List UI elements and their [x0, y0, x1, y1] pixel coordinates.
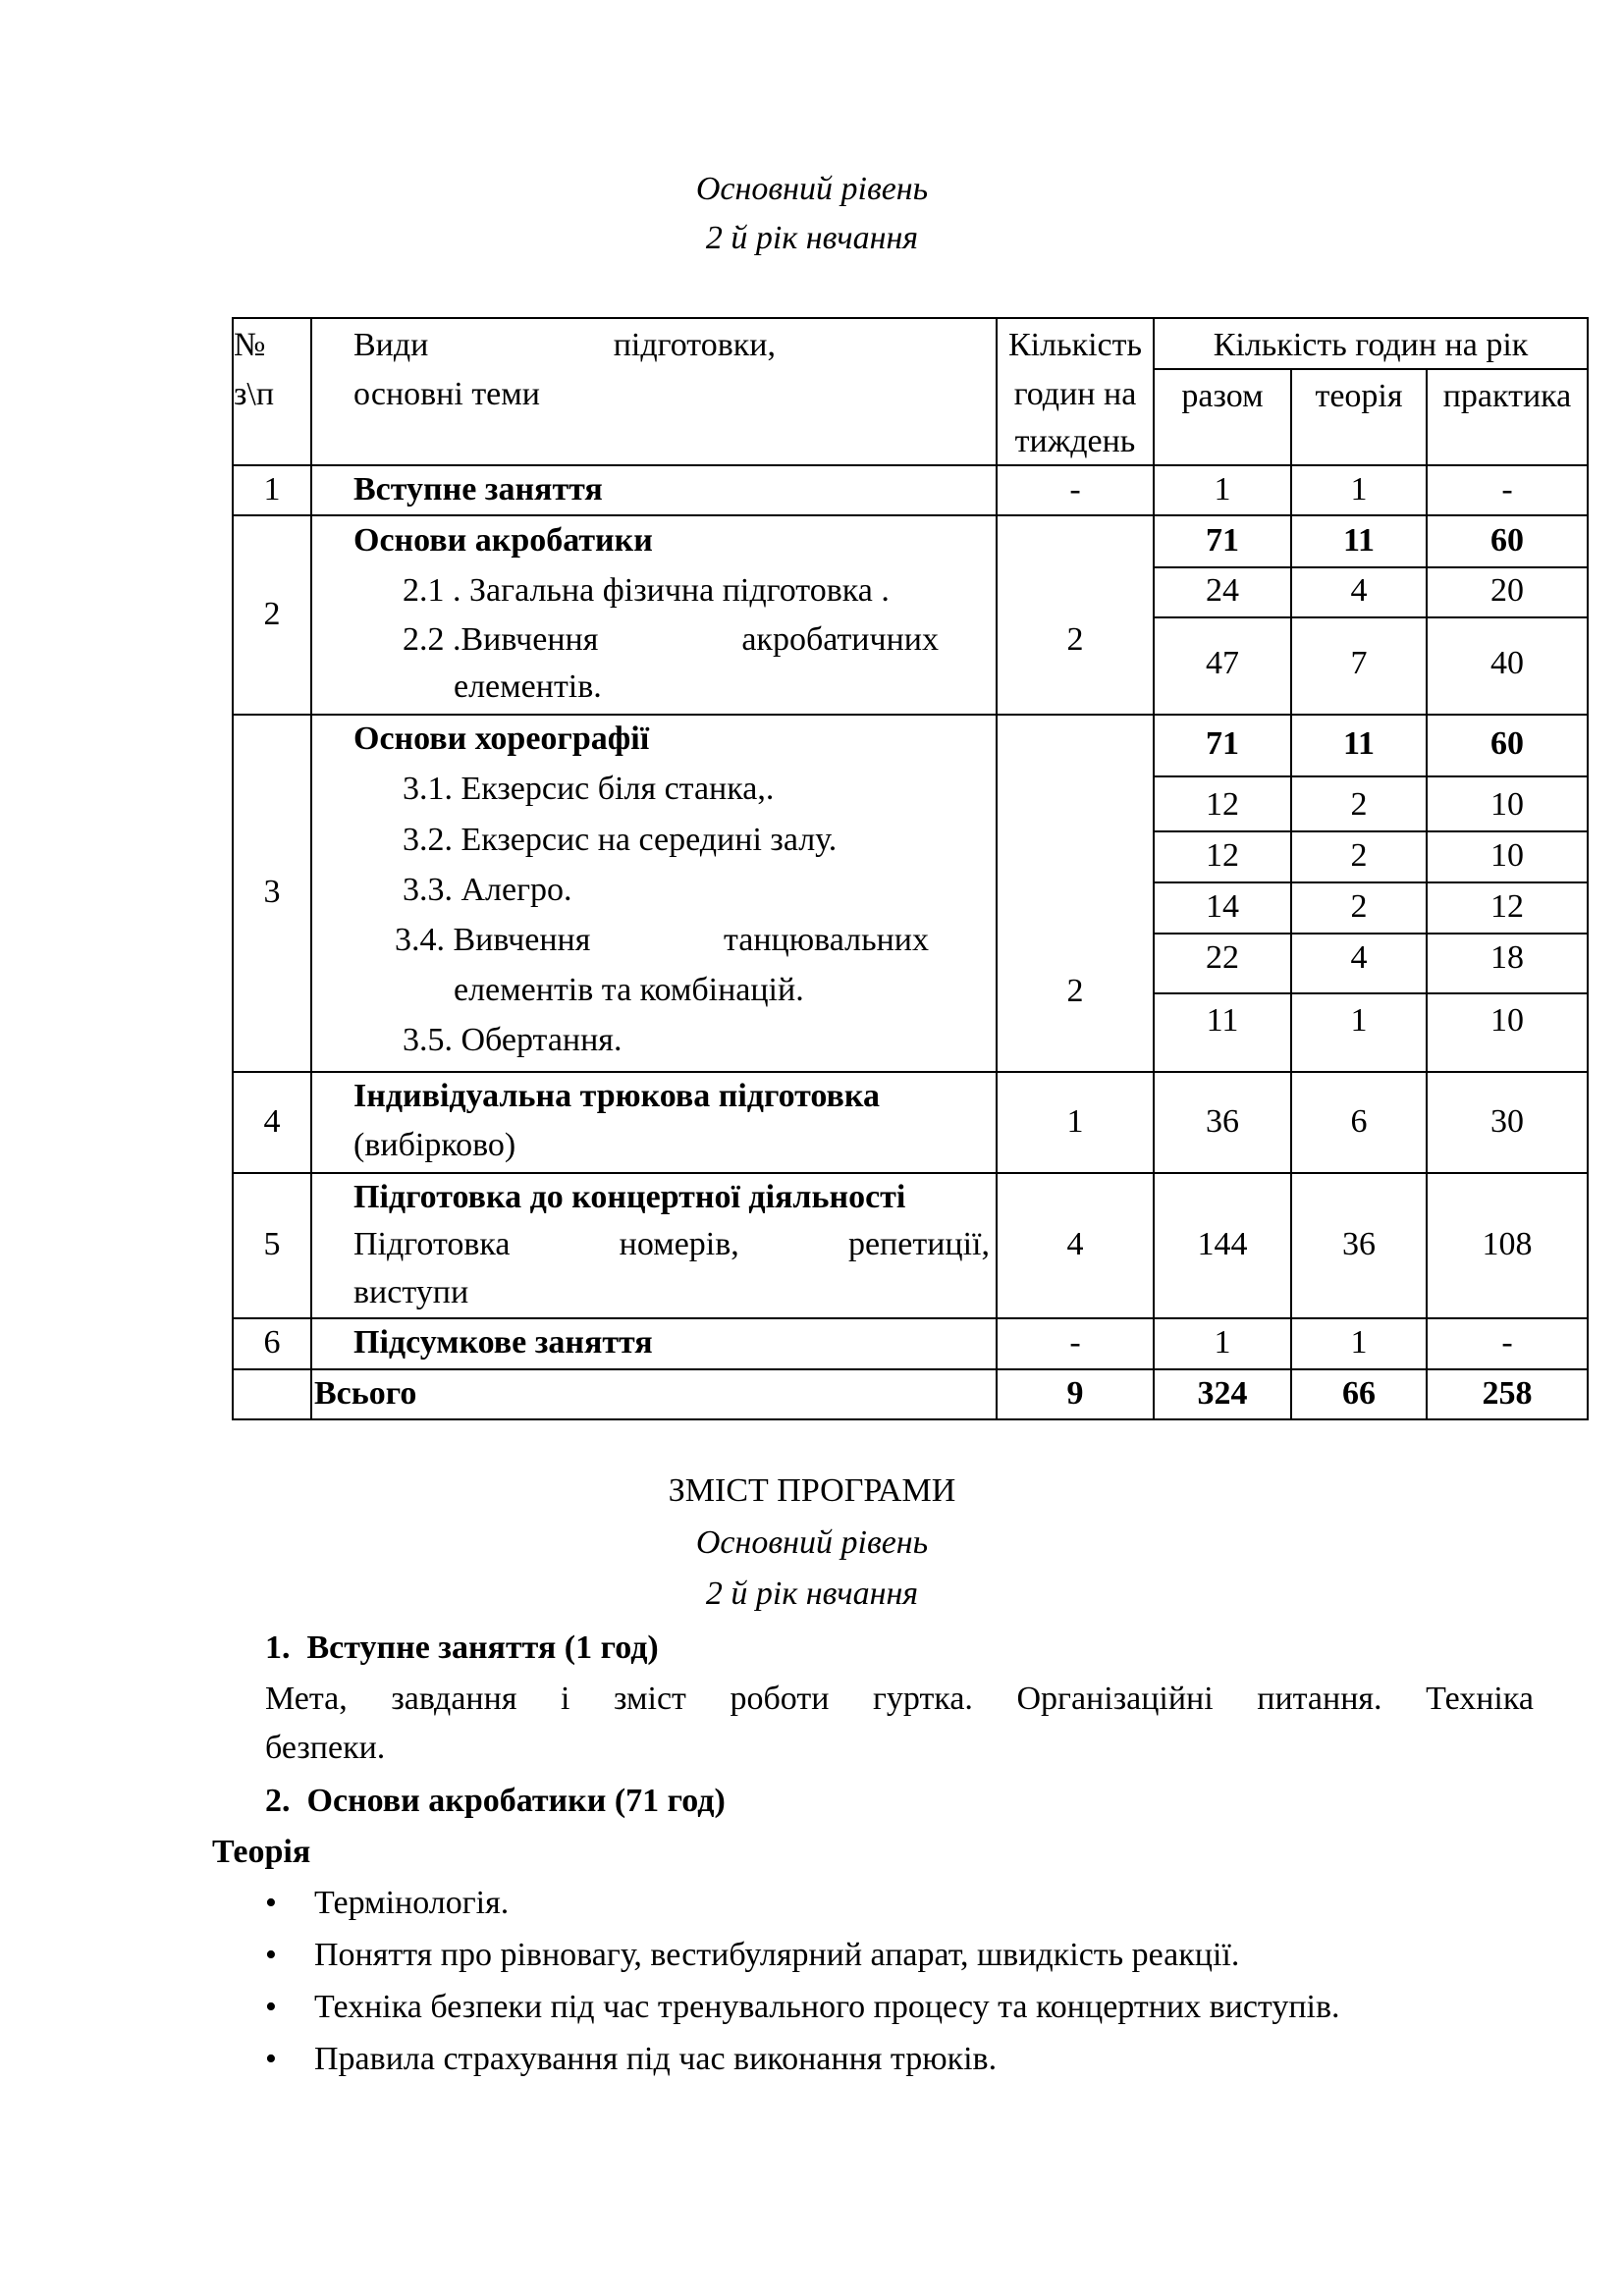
header-theory: теорія	[1315, 378, 1403, 414]
row1-theory: 1	[1350, 471, 1368, 507]
row1-week: -	[1069, 471, 1081, 507]
row1-total: 1	[1214, 471, 1231, 507]
row3-sub5-theory: 1	[1350, 1002, 1368, 1039]
content-year: 2 й рік нвчання	[705, 1575, 919, 1612]
bullet-icon: •	[265, 2041, 277, 2077]
bullet-icon: •	[265, 1937, 277, 1973]
header-per-week: Кількість	[1007, 327, 1143, 363]
row3-sub1-practice: 10	[1490, 786, 1524, 823]
row2-practice: 60	[1490, 522, 1524, 559]
row4-num: 4	[263, 1103, 281, 1140]
row6-week: -	[1069, 1324, 1081, 1361]
row2-total: 71	[1206, 522, 1239, 559]
row4-week: 1	[1066, 1103, 1084, 1140]
header-per-week-2: годин на	[1013, 376, 1137, 412]
row5-theory: 36	[1342, 1226, 1376, 1262]
row5-desc: Підготовка номерів, репетиції,	[353, 1226, 990, 1262]
row3-sub4-total: 22	[1206, 939, 1239, 976]
header-practice: практика	[1442, 378, 1572, 414]
sum-total: 324	[1197, 1375, 1248, 1412]
row3-sub5-practice: 10	[1490, 1002, 1524, 1039]
row4-total: 36	[1206, 1103, 1239, 1140]
row2-sub1-practice: 20	[1490, 572, 1524, 609]
row2-sub1-label: 2.1 . Загальна фізична підготовка .	[403, 572, 890, 609]
row3-sub5-total: 11	[1206, 1002, 1239, 1039]
row3-sub2-label: 3.2. Екзерсис на середині залу.	[403, 822, 838, 858]
row1-num: 1	[263, 471, 281, 507]
row4-theory: 6	[1350, 1103, 1368, 1140]
row3-sub4-label: 3.4. Вивчення танцювальних	[395, 922, 929, 958]
section1-title: 1. Вступне заняття (1 год)	[265, 1629, 659, 1666]
row4-title: Індивідуальна трюкова підготовка	[353, 1078, 880, 1114]
hours-table	[232, 317, 1589, 1420]
section1-text-end: безпеки.	[265, 1730, 386, 1766]
header-total: разом	[1181, 378, 1264, 414]
level-heading: Основний рівень	[695, 171, 929, 207]
row6-title: Підсумкове заняття	[353, 1324, 653, 1361]
section2-title: 2. Основи акробатики (71 год)	[265, 1783, 726, 1819]
row3-theory: 11	[1342, 725, 1376, 762]
row2-sub1-theory: 4	[1350, 572, 1368, 609]
row3-practice: 60	[1490, 725, 1524, 762]
row2-sub2-theory: 7	[1350, 645, 1368, 681]
header-num-2: з\п	[234, 376, 275, 412]
row1-practice: -	[1501, 471, 1513, 507]
row5-num: 5	[263, 1226, 281, 1262]
row3-sub2-theory: 2	[1350, 837, 1368, 874]
row4-practice: 30	[1490, 1103, 1524, 1140]
row5-desc-cont: виступи	[353, 1274, 469, 1310]
row2-sub1-total: 24	[1206, 572, 1239, 609]
row2-sub2-total: 47	[1206, 645, 1239, 681]
row3-sub1-theory: 2	[1350, 786, 1368, 823]
bullet-item: Техніка безпеки під час тренувального процесу та концертних виступів.	[314, 1989, 1340, 2025]
row3-sub1-total: 12	[1206, 786, 1239, 823]
row4-note: (вибірково)	[353, 1127, 516, 1163]
section1-text: Мета, завдання і зміст роботи гуртка. Організаційні питання. Техніка	[265, 1681, 1534, 1717]
bullet-icon: •	[265, 1989, 277, 2025]
row2-sub2-label-cont: елементів.	[454, 668, 602, 705]
row5-title: Підготовка до концертної діяльності	[353, 1179, 906, 1215]
row3-sub3-label: 3.3. Алегро.	[403, 872, 572, 908]
row2-sub2-label: 2.2 .Вивчення акробатичних	[403, 621, 939, 658]
row5-total: 144	[1197, 1226, 1248, 1262]
row3-num: 3	[263, 874, 281, 910]
sum-theory: 66	[1342, 1375, 1376, 1412]
row1-title: Вступне заняття	[353, 471, 603, 507]
bullet-icon: •	[265, 1885, 277, 1921]
row2-sub2-practice: 40	[1490, 645, 1524, 681]
row3-total: 71	[1206, 725, 1239, 762]
row3-sub4-practice: 18	[1490, 939, 1524, 976]
theory-label: Теорія	[212, 1834, 311, 1870]
sum-week: 9	[1066, 1375, 1084, 1412]
header-topics-2: основні теми	[353, 376, 540, 412]
row2-theory: 11	[1342, 522, 1376, 559]
row3-sub3-total: 14	[1206, 888, 1239, 925]
row3-week: 2	[1066, 973, 1084, 1009]
row2-num: 2	[263, 596, 281, 632]
content-level: Основний рівень	[695, 1524, 929, 1561]
row6-total: 1	[1214, 1324, 1231, 1361]
bullet-item: Поняття про рівновагу, вестибулярний апарат, швидкість реакції.	[314, 1937, 1240, 1973]
row6-num: 6	[263, 1324, 281, 1361]
row3-sub3-theory: 2	[1350, 888, 1368, 925]
row2-title: Основи акробатики	[353, 522, 653, 559]
row3-sub1-label: 3.1. Екзерсис біля станка,.	[403, 771, 775, 807]
header-topics: Види підготовки,	[353, 327, 776, 363]
row6-practice: -	[1501, 1324, 1513, 1361]
row3-sub3-practice: 12	[1490, 888, 1524, 925]
sum-label: Всього	[314, 1375, 417, 1412]
row5-practice: 108	[1482, 1226, 1533, 1262]
row3-sub2-total: 12	[1206, 837, 1239, 874]
row3-title: Основи хореографії	[353, 721, 650, 757]
row3-sub5-label: 3.5. Обертання.	[403, 1022, 623, 1058]
row3-sub2-practice: 10	[1490, 837, 1524, 874]
row3-sub4-label-cont: елементів та комбінацій.	[454, 972, 804, 1008]
row2-week: 2	[1066, 621, 1084, 658]
header-num: №	[234, 327, 266, 363]
bullet-item: Термінологія.	[314, 1885, 510, 1921]
row6-theory: 1	[1350, 1324, 1368, 1361]
header-per-year: Кількість годин на рік	[1213, 327, 1529, 363]
sum-practice: 258	[1482, 1375, 1533, 1412]
row3-sub4-theory: 4	[1350, 939, 1368, 976]
year-heading: 2 й рік нвчання	[705, 220, 919, 256]
header-per-week-3: тиждень	[1014, 423, 1136, 459]
row5-week: 4	[1066, 1226, 1084, 1262]
bullet-item: Правила страхування під час виконання трюків.	[314, 2041, 998, 2077]
content-heading: ЗМІСТ ПРОГРАМИ	[668, 1472, 956, 1509]
